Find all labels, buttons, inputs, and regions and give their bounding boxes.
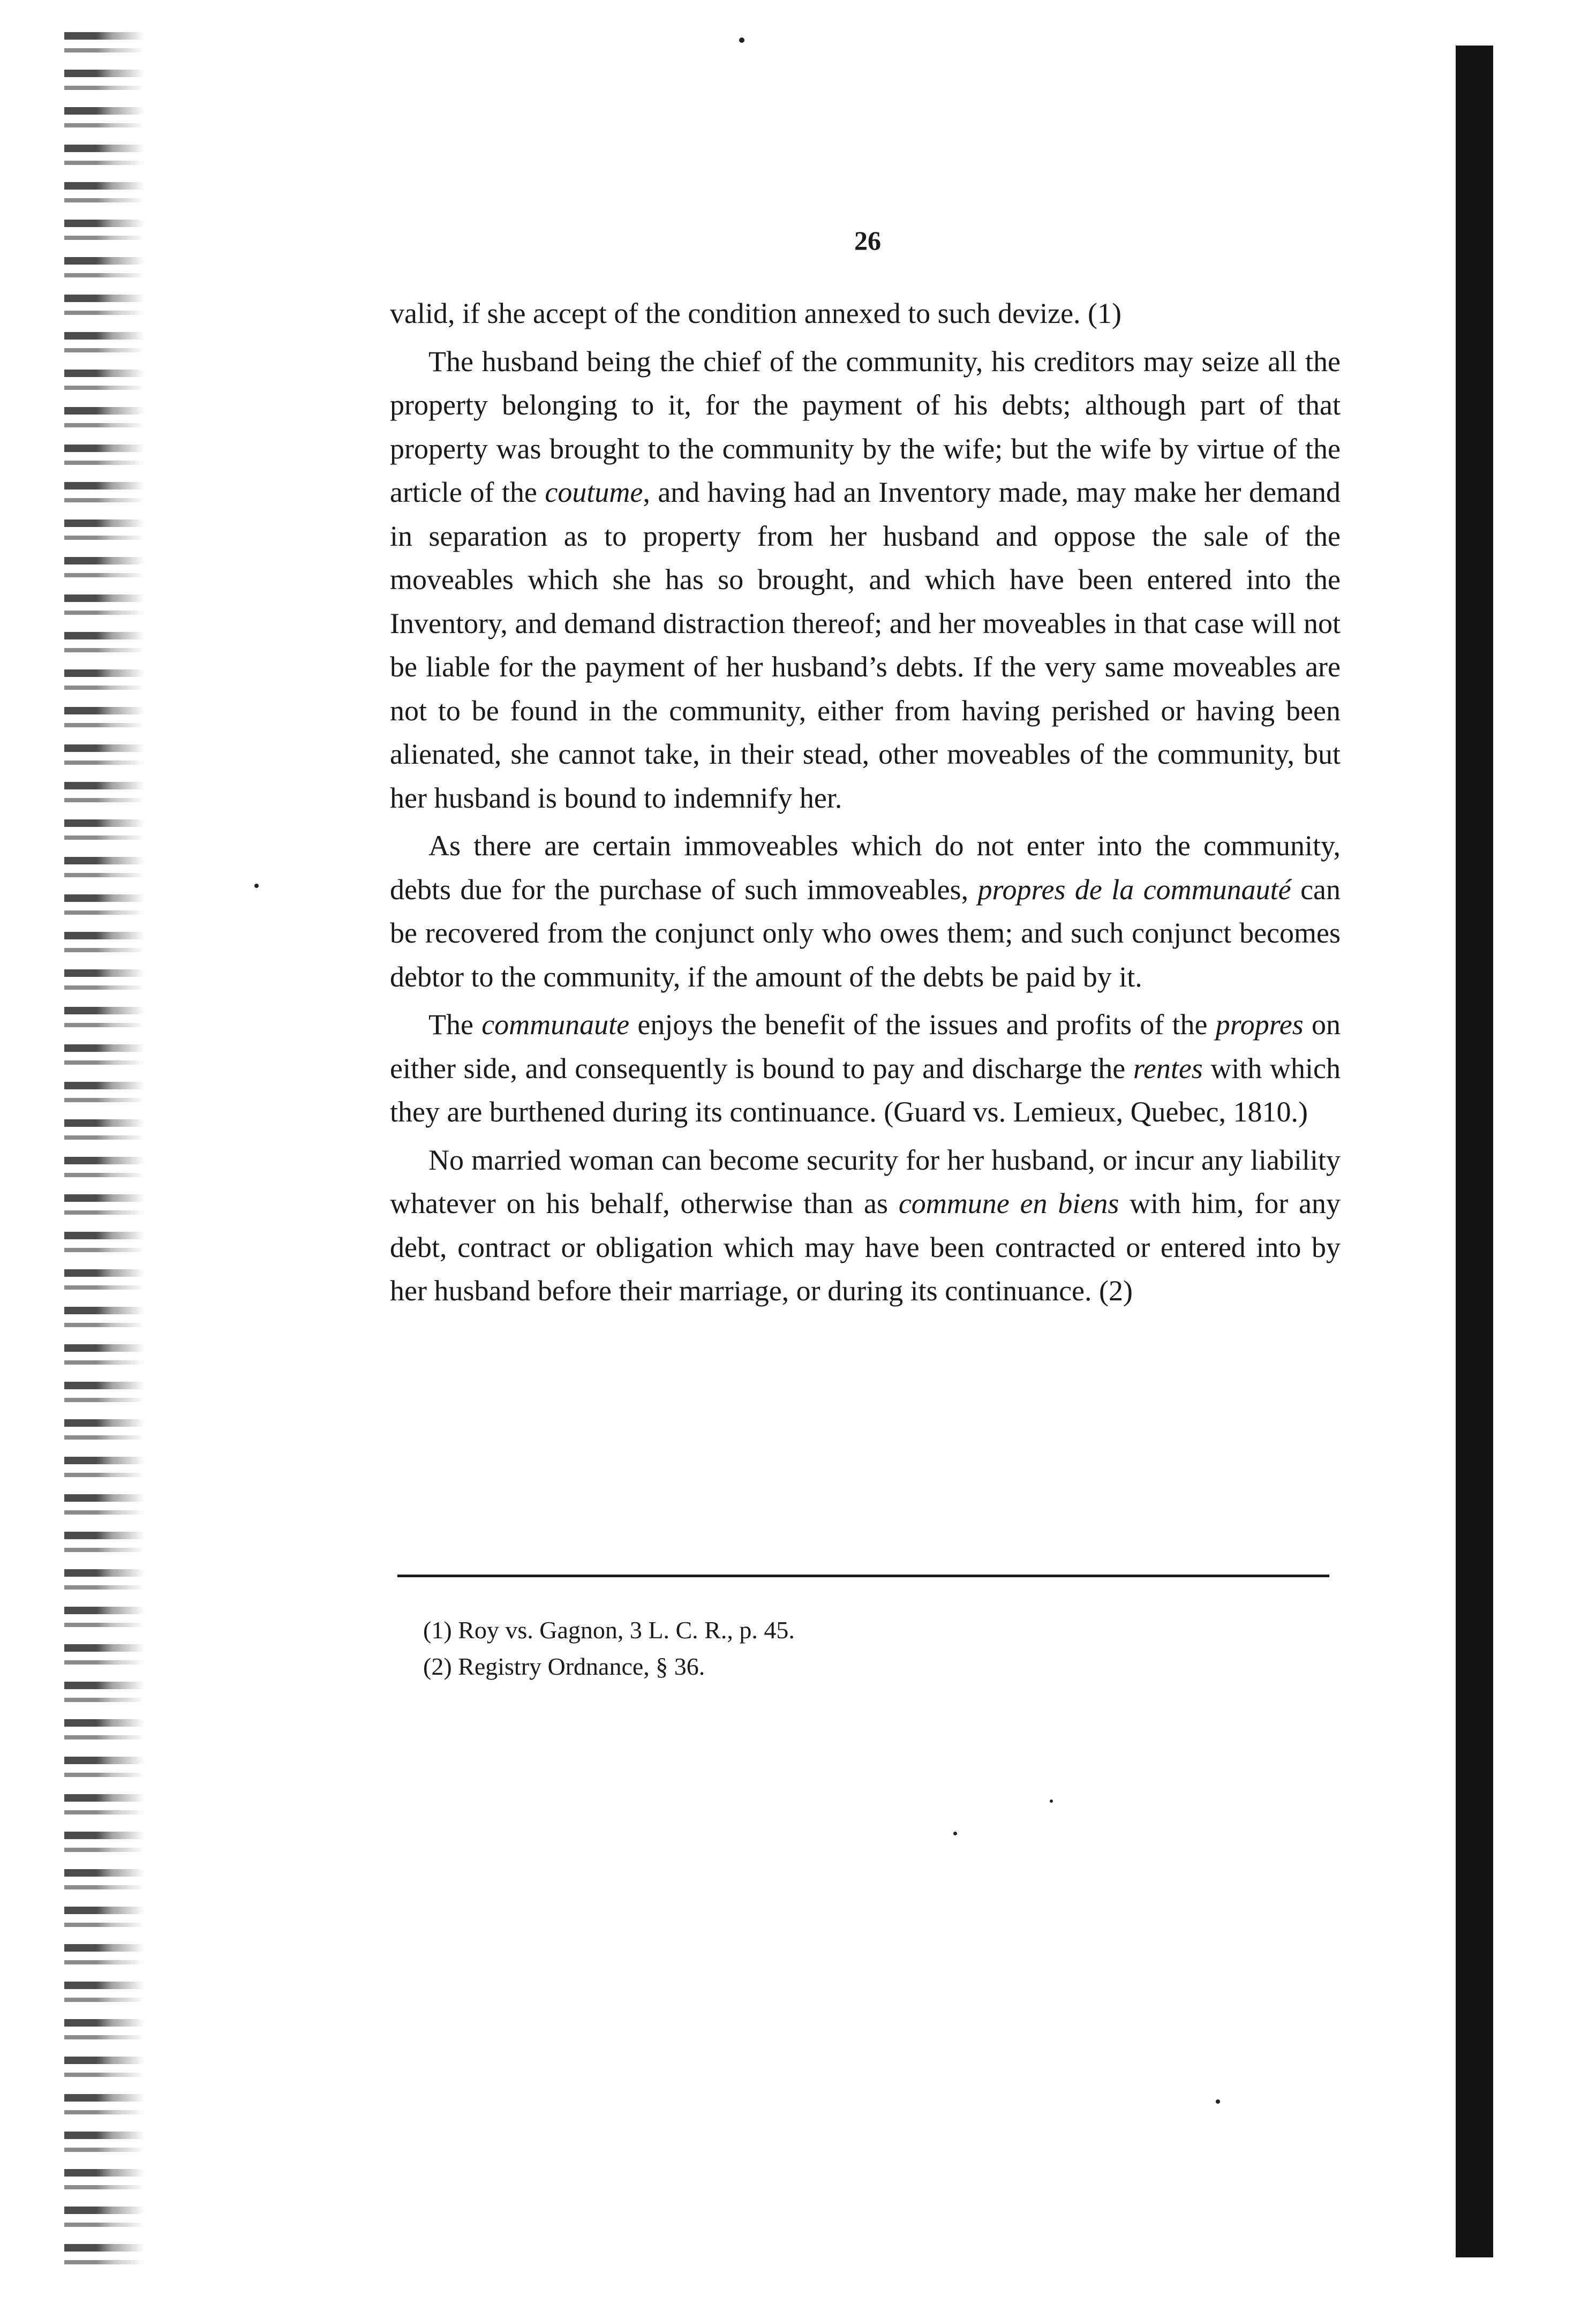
text-run: enjoys the benefit of the issues and profits of the (629, 1008, 1216, 1041)
italic-phrase: propres de la communauté (977, 873, 1291, 906)
binding-shadow-bar (1456, 46, 1493, 2257)
paragraph-5 (390, 1139, 1341, 1313)
scan-speck (254, 884, 259, 888)
paragraph-2 (390, 340, 1341, 820)
footnote-2: (2) Registry Ordnance, § 36. (423, 1653, 705, 1680)
footnote-divider (397, 1575, 1329, 1577)
paragraph-4 (390, 1003, 1341, 1134)
scanned-page-edge (64, 32, 145, 2282)
scan-speck (953, 1832, 957, 1835)
scan-speck (739, 37, 744, 43)
text-run: valid, if she accept of the condition annexed to such devize. (1) (390, 297, 1122, 329)
paragraph-3 (390, 824, 1341, 999)
text-run: The (428, 1008, 482, 1041)
footnote-1: (1) Roy vs. Gagnon, 3 L. C. R., p. 45. (423, 1616, 795, 1644)
text-run: with him, for any debt, contract or obligation which may have been contracted or entered into by her husband before their marriage, or during its continuance. (2) (390, 1187, 1341, 1307)
scan-speck (1050, 1799, 1053, 1803)
body-text (390, 292, 1341, 1313)
italic-phrase: commune en biens (898, 1187, 1119, 1219)
text-run: The husband being the chief of the community, his creditors may seize all the property belonging to it, for the payment of his debts; although part of that property was brought to the community by the wife; but the wife by virtue of the article of the (390, 345, 1341, 508)
italic-phrase: communaute (481, 1008, 630, 1041)
scan-speck (1216, 2099, 1220, 2104)
page-number: 26 (854, 225, 881, 255)
italic-phrase: rentes (1133, 1052, 1203, 1085)
text-run: can be recovered from the conjunct only who owes them; and such conjunct becomes debtor to the community, if the amount of the debts be paid by it. (390, 873, 1341, 993)
italic-phrase: coutume (545, 476, 643, 508)
text-run: As there are certain immoveables which do not enter into the community, debts due for the purchase of such immoveables, (390, 830, 1341, 906)
text-run: on either side, and consequently is bound to pay and discharge the (390, 1008, 1341, 1085)
paragraph-1 (390, 292, 1341, 336)
text-run: No married woman can become security for her husband, or incur any liability whatever on his behalf, otherwise than as (390, 1143, 1341, 1219)
footnotes (423, 1612, 1226, 1685)
text-run: , and having had an Inventory made, may make her demand in separation as to property from her husband and oppose the sale of the moveables which she has so brought, and which have been entered into the Inventory, and demand distraction thereof; and her moveables in that case will not be liable for the payment of her husband’s debts. If the very same moveables are not to be found in the community, either from having perished or having been alienated, she cannot take, in their stead, other moveables of the community, but her husband is bound to indemnify her. (390, 476, 1341, 814)
text-run: with which they are burthened during its continuance. (Guard vs. Lemieux, Quebec, 1810.) (390, 1052, 1341, 1128)
italic-phrase: propres (1215, 1008, 1304, 1041)
